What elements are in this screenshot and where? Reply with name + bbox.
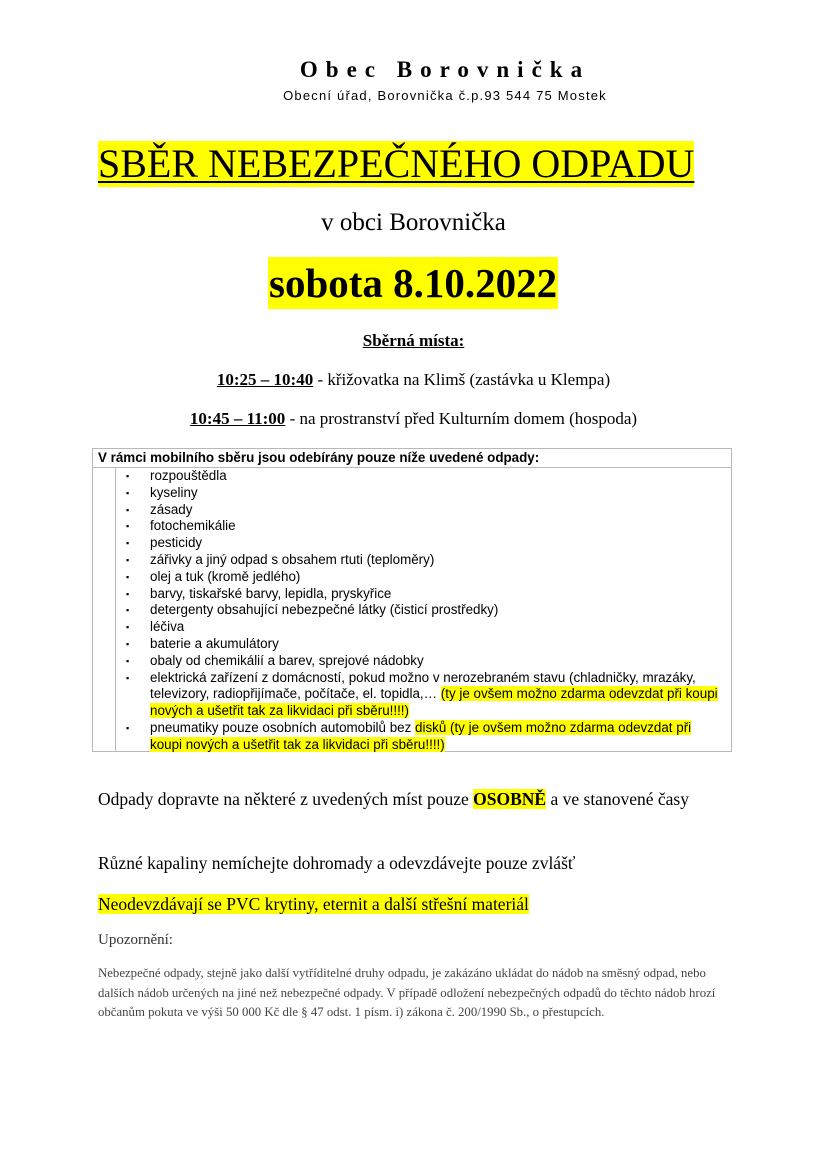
waste-item-text: barvy, tiskařské barvy, lepidla, pryskyřice xyxy=(150,585,392,601)
place-text: - na prostranství před Kulturním domem (hospoda) xyxy=(285,409,638,428)
bullet-icon: ▪ xyxy=(126,638,130,649)
waste-item xyxy=(116,485,731,502)
waste-item-text: zářivky a jiný odpad s obsahem rtuti (teploměry) xyxy=(150,551,435,567)
place-time: 10:25 – 10:40 xyxy=(216,370,314,389)
waste-item-highlight: (ty je ovšem možno zdarma odevzdat při koupi nových a ušetřit tak za likvidaci při sběru!!!!) xyxy=(150,686,718,719)
waste-item-text: pesticidy xyxy=(150,535,203,551)
place-line xyxy=(0,370,827,390)
waste-item xyxy=(116,619,731,636)
bullet-icon: ▪ xyxy=(126,672,130,683)
places-heading: Sběrná místa: xyxy=(362,331,465,350)
waste-item-text: zásady xyxy=(150,501,193,517)
waste-item xyxy=(116,670,731,720)
waste-item-text: detergenty obsahující nebezpečné látky (čisticí prostředky) xyxy=(150,602,499,618)
waste-list-cell xyxy=(115,467,731,751)
waste-item-text: kyseliny xyxy=(150,484,198,500)
bullet-icon: ▪ xyxy=(126,487,130,498)
bullet-icon: ▪ xyxy=(126,471,130,481)
waste-item-text: rozpouštědla xyxy=(150,468,227,483)
org-address: Obecní úřad, Borovnička č.p.93 544 75 Mostek xyxy=(283,88,607,103)
waste-item-text: elektrická zařízení z domácností, pokud možno v nerozebraném stavu (chladničky, mrazáky, televizory, radiopřijímače, počítače, el. topidla,… xyxy=(150,669,696,702)
bullet-icon: ▪ xyxy=(126,605,130,616)
place-text: - křižovatka na Klimš (zastávka u Klempa) xyxy=(313,370,611,389)
note-text: a ve stanovené časy xyxy=(546,789,689,809)
note-liquids: Různé kapaliny nemíchejte dohromady a odevzdávejte pouze zvlášť xyxy=(98,853,576,873)
note-text: Odpady dopravte na některé z uvedených míst pouze xyxy=(98,789,474,809)
warning-text: Nebezpečné odpady, stejně jako další vytříditelné druhy odpadu, je zakázáno ukládat do nádob na směsný odpad, nebo dalších nádob určených na jiné než nebezpečné odpady. V případě odložení nebezpečných odpadů do těchto nádob hrozí občanům pokuta ve výši 50 000 Kč dle § 47 odst. 1 písm. i) zákona č. 200/1990 Sb., o přestupcích. xyxy=(98,966,716,1019)
bullet-icon: ▪ xyxy=(126,504,130,515)
warning-heading: Upozornění: xyxy=(98,932,173,948)
bullet-icon: ▪ xyxy=(126,622,130,633)
waste-item-text: pneumatiky pouze osobních automobilů bez xyxy=(150,719,416,735)
waste-item xyxy=(116,502,731,519)
event-date: sobota 8.10.2022 xyxy=(268,257,558,309)
waste-item xyxy=(116,586,731,603)
waste-item xyxy=(116,569,731,586)
bullet-icon: ▪ xyxy=(126,538,130,549)
waste-item xyxy=(116,468,731,485)
waste-item xyxy=(116,518,731,535)
main-title: SBĚR NEBEZPEČNÉHO ODPADU xyxy=(98,141,695,186)
bullet-icon: ▪ xyxy=(126,655,130,666)
note-personal-delivery xyxy=(98,786,738,812)
waste-item-text: léčiva xyxy=(150,619,185,635)
waste-item-text: baterie a akumulátory xyxy=(150,635,279,651)
waste-item-text: obaly od chemikálií a barev, sprejové nádobky xyxy=(150,652,424,668)
waste-item xyxy=(116,636,731,653)
bullet-icon: ▪ xyxy=(126,588,130,599)
bullet-icon: ▪ xyxy=(126,571,130,582)
waste-item xyxy=(116,535,731,552)
bullet-icon: ▪ xyxy=(126,554,130,565)
waste-item xyxy=(116,552,731,569)
waste-item-highlight: disků (ty je ovšem možno zdarma odevzdat při koupi nových a ušetřit tak za likvidaci při sběru!!!!) xyxy=(150,719,692,752)
waste-item xyxy=(116,653,731,670)
note-excluded-text: Neodevzdávají se PVC krytiny, eternit a další střešní materiál xyxy=(98,894,529,914)
waste-list xyxy=(116,468,731,754)
note-emphasis: OSOBNĚ xyxy=(473,789,547,809)
waste-table xyxy=(92,448,732,752)
org-name: Obec Borovnička xyxy=(299,57,591,82)
bullet-icon: ▪ xyxy=(126,521,130,532)
waste-item xyxy=(116,602,731,619)
waste-item xyxy=(116,720,731,754)
waste-heading: V rámci mobilního sběru jsou odebírány pouze níže uvedené odpady: xyxy=(93,449,731,468)
waste-item-text: olej a tuk (kromě jedlého) xyxy=(150,568,301,584)
place-time: 10:45 – 11:00 xyxy=(189,409,286,428)
bullet-icon: ▪ xyxy=(126,722,130,733)
place-line xyxy=(0,409,827,429)
note-excluded xyxy=(98,891,738,917)
subtitle: v obci Borovnička xyxy=(321,209,506,236)
waste-item-text: fotochemikálie xyxy=(150,518,236,534)
